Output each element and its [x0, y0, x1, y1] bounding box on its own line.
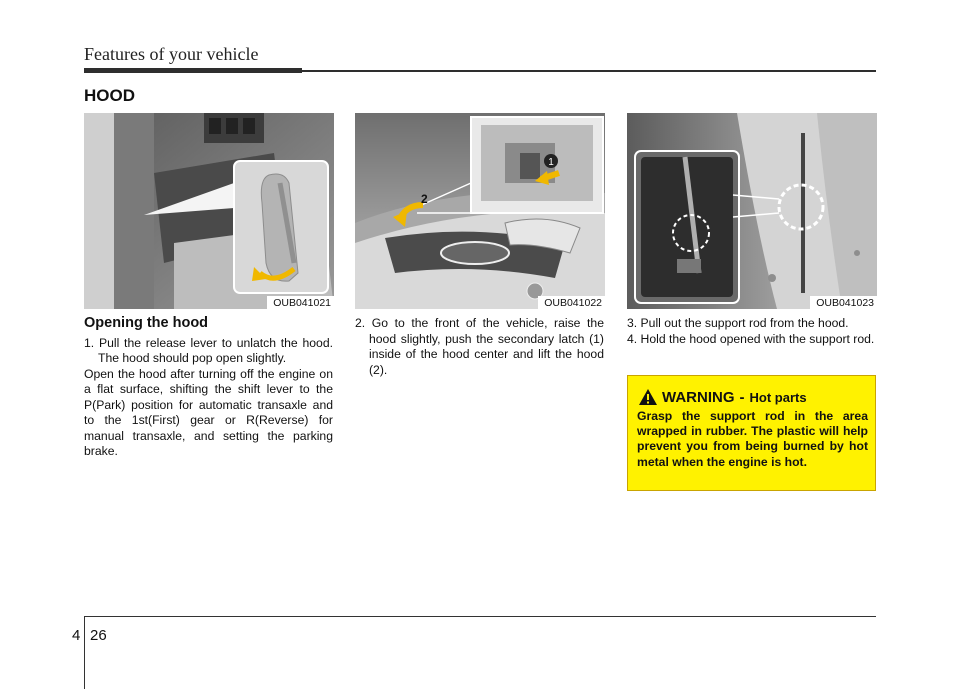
figure-code: OUB041023 — [810, 296, 877, 309]
warning-header — [638, 388, 807, 406]
warning-dash: - — [739, 388, 745, 406]
step-1: 1. Pull the release lever to unlatch the hood. The hood should pop open slightly. — [84, 335, 333, 365]
figure-code: OUB041021 — [267, 296, 334, 309]
column-2 — [355, 316, 604, 378]
step-4: 4. Hold the hood opened with the support rod. — [627, 331, 875, 346]
footer-divider — [84, 617, 85, 689]
header-title: Features of your vehicle — [84, 44, 259, 64]
step-3: 3. Pull out the support rod from the hood. — [627, 316, 849, 330]
warning-label: WARNING — [662, 388, 735, 406]
header-rule — [302, 70, 876, 72]
paragraph-precautions: Open the hood after turning off the engine on a flat surface, shifting the shift lever to the P(Park) position for automatic transaxle and to the 1st(First) gear or R(Reverse) for manual transaxle, and setting the parking brake. — [84, 366, 333, 458]
header-bar — [84, 68, 302, 73]
figure-release-lever — [84, 113, 334, 309]
callout-2: 2 — [421, 192, 428, 206]
figure-code: OUB041022 — [538, 296, 605, 309]
column-3 — [627, 316, 877, 347]
section-title: HOOD — [84, 86, 135, 105]
footer-rule — [84, 616, 876, 617]
warning-box — [627, 375, 876, 491]
figure-support-rod — [627, 113, 877, 309]
step-2: 2. Go to the front of the vehicle, raise the hood slightly, push the secondary latch (1) inside of the hood center and lift the hood (2). — [355, 316, 604, 377]
figure-front-vehicle — [355, 113, 605, 309]
warning-topic: Hot parts — [749, 389, 807, 405]
page-number: 26 — [90, 627, 107, 644]
subheading-opening-hood: Opening the hood — [84, 315, 209, 331]
callout-1: 1 — [548, 157, 554, 168]
column-1 — [84, 316, 333, 460]
page-section-number: 4 — [72, 627, 81, 644]
warning-text: Grasp the support rod in the area wrapped in rubber. The plastic will help prevent you from being burned by hot metal when the engine is hot. — [637, 409, 868, 469]
warning-triangle-icon — [638, 388, 658, 406]
